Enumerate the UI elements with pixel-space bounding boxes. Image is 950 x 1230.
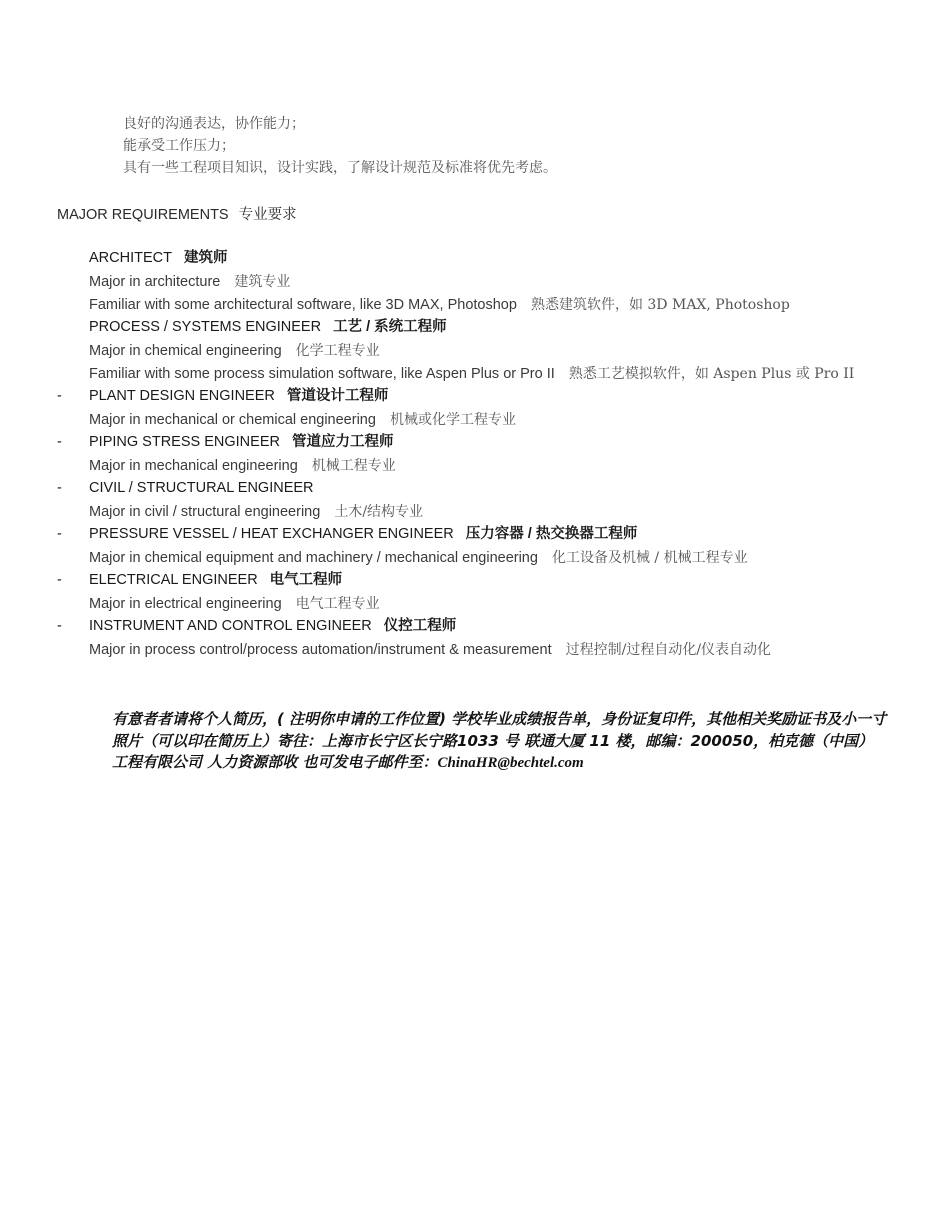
role-description [57, 504, 877, 521]
role-entry [57, 524, 877, 567]
role-title-en: PROCESS / SYSTEMS ENGINEER [89, 319, 322, 335]
application-instructions [112, 709, 887, 775]
role-title-en: CIVIL / STRUCTURAL ENGINEER [89, 480, 314, 496]
role-title-en: PIPING STRESS ENGINEER [89, 434, 280, 450]
role-title-zh: 管道应力工程师 [291, 434, 394, 450]
intro-line: 良好的沟通表达，协作能力； [123, 116, 305, 132]
bullet-dash: - [57, 572, 62, 588]
heading-en: MAJOR REQUIREMENTS [57, 207, 229, 223]
bullet-dash: - [57, 480, 62, 496]
role-title [57, 386, 877, 406]
role-entry [57, 616, 877, 659]
role-description [57, 297, 877, 314]
role-title [57, 432, 877, 452]
role-title-en: ELECTRICAL ENGINEER [89, 572, 258, 588]
role-description [57, 642, 877, 659]
bullet-dash: - [57, 618, 62, 634]
description-en: Major in electrical engineering [89, 596, 282, 612]
role-entry [57, 317, 877, 383]
role-entry [57, 570, 877, 613]
contact-email[interactable]: ChinaHR@bechtel.com [437, 755, 584, 771]
description-en: Major in process control/process automation/instrument & measurement [89, 642, 552, 658]
role-title-zh: 管道设计工程师 [286, 388, 389, 404]
role-description [57, 458, 877, 475]
intro-requirements [123, 113, 903, 179]
role-entry [57, 248, 877, 314]
role-title-en: INSTRUMENT AND CONTROL ENGINEER [89, 618, 372, 634]
bullet-dash: - [57, 388, 62, 404]
role-entry [57, 386, 877, 429]
description-en: Major in mechanical engineering [89, 458, 298, 474]
role-title [57, 248, 877, 268]
role-title [57, 478, 877, 498]
role-entry [57, 432, 877, 475]
role-description [57, 366, 877, 383]
role-title [57, 570, 877, 590]
intro-line: 具有一些工程项目知识，设计实践，了解设计规范及标准将优先考虑。 [123, 160, 557, 176]
role-entry [57, 478, 877, 521]
description-en: Major in chemical engineering [89, 343, 282, 359]
role-description [57, 550, 877, 567]
description-zh: 化工设备及机械 / 机械工程专业 [551, 550, 748, 566]
description-zh: 化学工程专业 [295, 343, 380, 359]
description-en: Major in architecture [89, 274, 221, 290]
intro-line: 能承受工作压力； [123, 138, 235, 154]
description-zh: 建筑专业 [234, 274, 291, 290]
role-title [57, 524, 877, 544]
description-en: Major in civil / structural engineering [89, 504, 321, 520]
description-zh: 熟悉建筑软件，如 3D MAX, Photoshop [530, 297, 790, 313]
role-title-zh: 建筑师 [183, 250, 228, 266]
role-title [57, 616, 877, 636]
role-description [57, 343, 877, 360]
contact-text: 有意者者请将个人简历，( 注明你申请的工作位置) 学校毕业成绩报告单，身份证复印件，其他相关奖励证书及小一寸照片（可以印在简历上）寄往：上海市长宁区长宁路1033 号 联通大厦 11 楼，邮编：200050，柏克德（中国）工程有限公司 人力资源部收 也可发电子邮件至： [112, 710, 887, 771]
role-title-en: ARCHITECT [89, 250, 172, 266]
description-zh: 机械或化学工程专业 [389, 412, 516, 428]
description-zh: 机械工程专业 [311, 458, 396, 474]
description-zh: 电气工程专业 [295, 596, 380, 612]
description-zh: 土木/结构专业 [334, 504, 424, 520]
role-title-zh: 压力容器 / 热交换器工程师 [465, 526, 638, 542]
heading-zh: 专业要求 [238, 207, 297, 223]
description-en: Major in mechanical or chemical engineering [89, 412, 376, 428]
description-en: Familiar with some architectural software, like 3D MAX, Photoshop [89, 297, 517, 313]
description-zh: 过程控制/过程自动化/仪表自动化 [565, 642, 772, 658]
role-title-zh: 仪控工程师 [383, 618, 457, 634]
bullet-dash: - [57, 526, 62, 542]
role-description [57, 274, 877, 291]
role-list [57, 248, 877, 659]
major-requirements-heading [57, 203, 297, 224]
role-title-en: PRESSURE VESSEL / HEAT EXCHANGER ENGINEER [89, 526, 454, 542]
role-title-en: PLANT DESIGN ENGINEER [89, 388, 275, 404]
role-description [57, 412, 877, 429]
role-description [57, 596, 877, 613]
role-title [57, 317, 877, 337]
description-en: Major in chemical equipment and machinery / mechanical engineering [89, 550, 538, 566]
role-title-zh: 电气工程师 [269, 572, 343, 588]
description-zh: 熟悉工艺模拟软件，如 Aspen Plus 或 Pro II [568, 366, 855, 382]
description-en: Familiar with some process simulation software, like Aspen Plus or Pro II [89, 366, 555, 382]
role-title-zh: 工艺 / 系统工程师 [333, 319, 447, 335]
bullet-dash: - [57, 434, 62, 450]
